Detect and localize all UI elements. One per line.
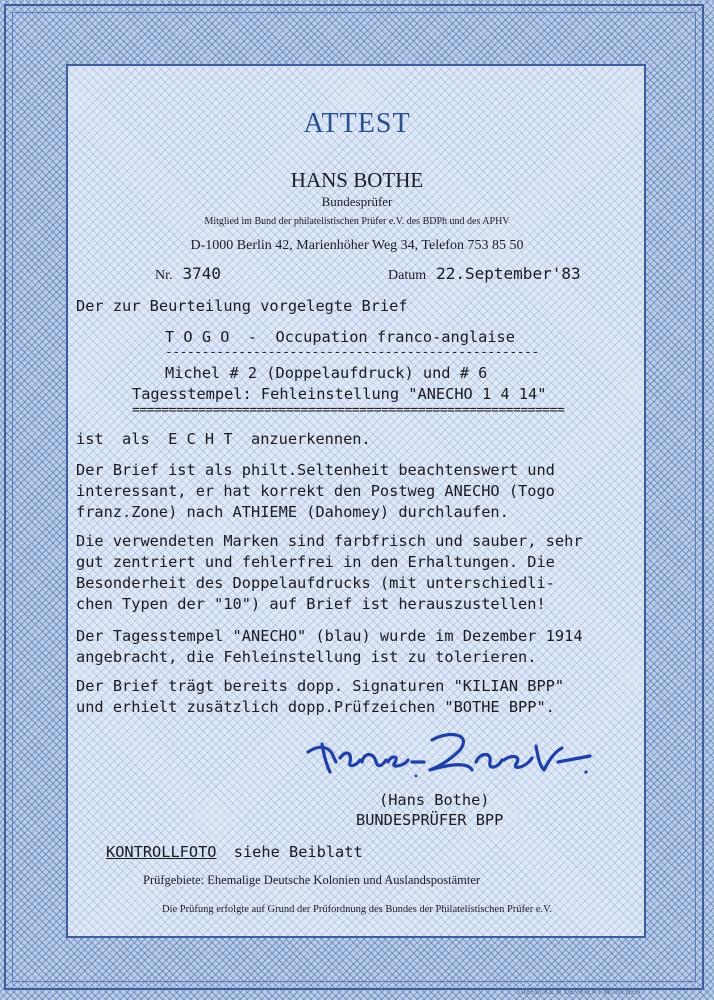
text-line: interessant, er hat korrekt den Postweg ANECHO (Togo	[76, 482, 555, 500]
certificate-number	[155, 264, 221, 284]
control-photo-note	[106, 843, 363, 861]
paragraph-signatures	[76, 676, 636, 718]
verdict-line: ist als E C H T anzuerkennen.	[76, 430, 371, 448]
text-line: angebracht, die Fehleinstellung ist zu tolerieren.	[76, 648, 537, 666]
text-line: chen Typen der "10") auf Brief ist herauszustellen!	[76, 595, 546, 613]
certificate-date	[388, 264, 581, 284]
paragraph-route	[76, 460, 636, 523]
text-line: Der Brief trägt bereits dopp. Signaturen "KILIAN BPP"	[76, 677, 565, 695]
control-photo-label: KONTROLLFOTO	[106, 843, 217, 861]
printer-imprint: GIESECKE & DEVRIENT MÜNCHEN	[518, 988, 641, 996]
text-line: franz.Zone) nach ATHIEME (Dahomey) durchlaufen.	[76, 503, 509, 521]
examination-areas: Prüfgebiete: Ehemalige Deutsche Kolonien und Auslandspostämter	[143, 873, 481, 887]
text-line: Die verwendeten Marken sind farbfrisch und sauber, sehr	[76, 532, 583, 550]
attest-heading: ATTEST	[303, 108, 411, 139]
address-line: D-1000 Berlin 42, Marienhöher Weg 34, Telefon 753 85 50	[190, 238, 524, 253]
examiner-name: HANS BOTHE	[290, 168, 424, 192]
text-line: Besonderheit des Doppelaufdrucks (mit unterschiedli-	[76, 574, 555, 592]
paragraph-postmark	[76, 626, 636, 668]
text-line: und erhielt zusätzlich dopp.Prüfzeichen "BOTHE BPP".	[76, 698, 555, 716]
text-line: gut zentriert und fehlerfrei in den Erhaltungen. Die	[76, 553, 555, 571]
date-value: 22.September'83	[436, 264, 581, 283]
item-separator-1: ---------------------------------------------------	[165, 345, 539, 360]
number-label: Nr.	[155, 268, 173, 283]
text-line: Der Brief ist als philt.Seltenheit beachtenswert und	[76, 461, 555, 479]
control-photo-text: siehe Beiblatt	[233, 843, 363, 861]
number-value: 3740	[182, 264, 222, 283]
item-line-1: Michel # 2 (Doppelaufdruck) und # 6	[165, 364, 488, 382]
item-line-2: Tagesstempel: Fehleinstellung "ANECHO 1 4 14"	[132, 385, 547, 403]
membership-line: Mitglied im Bund der philatelistischen Prüfer e.V. des BDPh und des APHV	[204, 216, 510, 227]
item-title: T O G O - Occupation franco-anglaise	[165, 328, 515, 346]
examination-rules: Die Prüfung erfolgte auf Grund der Prüfordnung des Bundes der Philatelistischen Prüfer e.V.	[162, 904, 552, 915]
paragraph-stamps	[76, 531, 636, 615]
examiner-title: Bundesprüfer	[321, 194, 393, 209]
date-label: Datum	[388, 268, 427, 283]
signer-title: BUNDESPRÜFER BPP	[356, 811, 504, 829]
text-line: Der Tagesstempel "ANECHO" (blau) wurde im Dezember 1914	[76, 627, 583, 645]
intro-line: Der zur Beurteilung vorgelegte Brief	[76, 297, 408, 315]
signer-name: (Hans Bothe)	[379, 791, 490, 809]
item-separator-2: ===========================================================	[132, 403, 565, 418]
handwritten-signature	[300, 722, 600, 792]
